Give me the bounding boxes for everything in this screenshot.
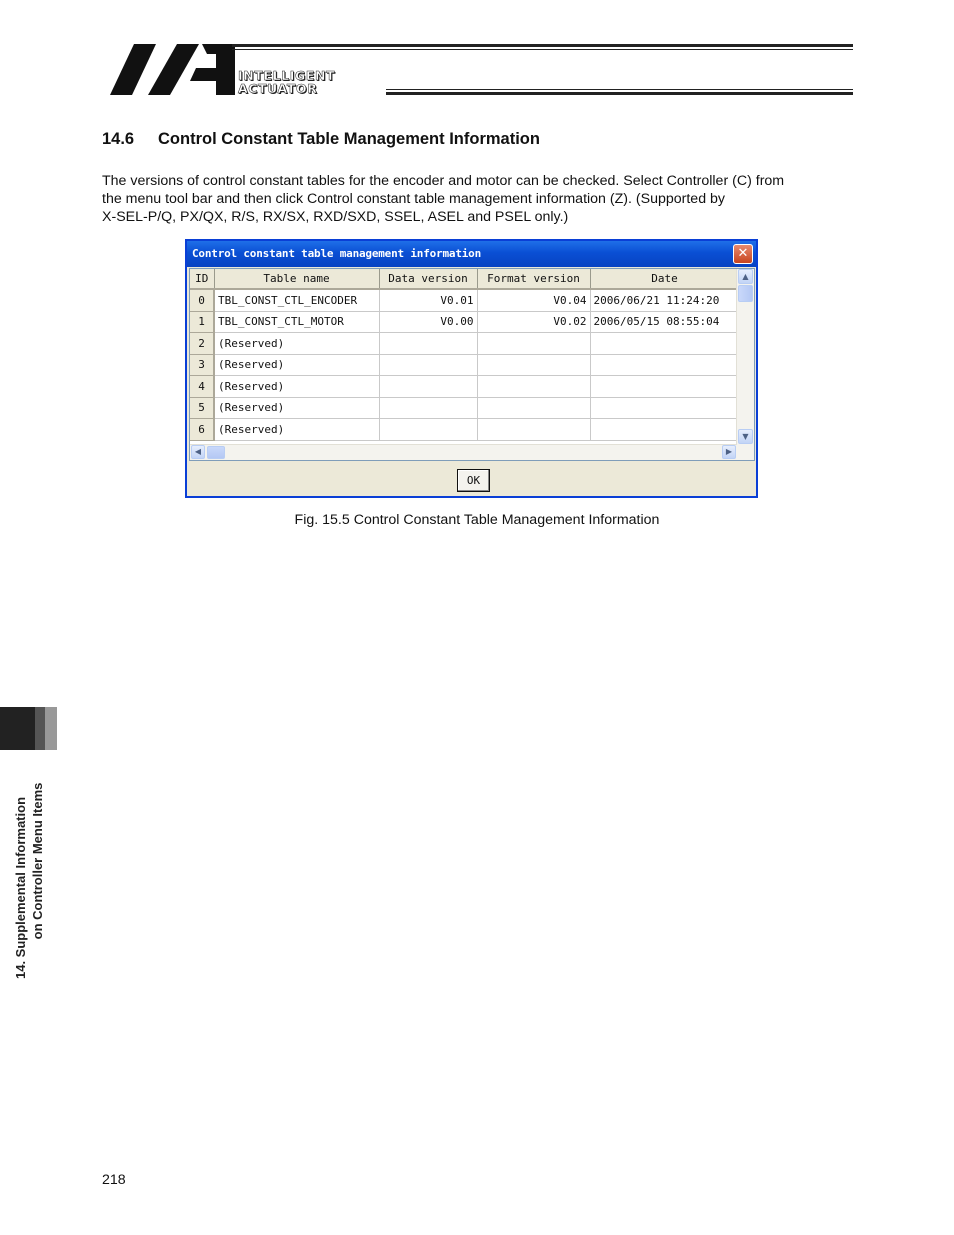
body-line: the menu tool bar and then click Control constant table management information (Z). (Supported by <box>102 191 726 207</box>
cell-date[interactable] <box>590 333 739 355</box>
chapter-tab <box>35 707 45 750</box>
table-row[interactable] <box>190 419 739 441</box>
cell-table-name[interactable]: (Reserved) <box>214 333 379 355</box>
cell-format-version[interactable] <box>477 333 590 355</box>
body-line: X-SEL-P/Q, PX/QX, R/S, RX/SX, RXD/SXD, SSEL, ASEL and PSEL only.) <box>102 209 569 225</box>
control-constant-dialog <box>185 239 758 498</box>
logo-line1: INTELLIGENT <box>238 68 336 83</box>
row-id: 4 <box>190 376 214 398</box>
cell-data-version[interactable] <box>379 354 477 376</box>
header-rule <box>232 44 853 47</box>
chapter-label <box>12 768 46 1008</box>
dialog-title: Control constant table management information <box>192 247 482 260</box>
section-number: 14.6 <box>102 130 135 148</box>
cell-date[interactable] <box>590 419 739 441</box>
cell-format-version[interactable] <box>477 376 590 398</box>
close-button[interactable] <box>733 244 753 264</box>
cell-format-version[interactable] <box>477 419 590 441</box>
cell-date[interactable]: 2006/05/15 08:55:04 <box>590 311 739 333</box>
cell-format-version[interactable]: V0.02 <box>477 311 590 333</box>
column-header-table-name[interactable]: Table name <box>214 269 379 289</box>
ia-logo-mark <box>110 44 235 96</box>
header-rule <box>232 49 853 50</box>
chapter-tab <box>0 707 35 750</box>
cell-format-version[interactable] <box>477 354 590 376</box>
chevron-left-icon: ◀ <box>194 447 202 456</box>
row-id: 3 <box>190 354 214 376</box>
ok-button[interactable]: OK <box>457 469 490 492</box>
scroll-down-button[interactable] <box>738 429 753 444</box>
chevron-up-icon: ▲ <box>742 272 749 281</box>
logo-line2: ACTUATOR <box>238 81 318 96</box>
cell-format-version[interactable]: V0.04 <box>477 289 590 311</box>
cell-table-name[interactable]: (Reserved) <box>214 419 379 441</box>
chevron-right-icon: ▶ <box>725 447 733 456</box>
table-row[interactable] <box>190 333 739 355</box>
vertical-scroll-thumb[interactable] <box>738 285 753 302</box>
dialog-titlebar[interactable] <box>187 241 756 267</box>
cell-date[interactable]: 2006/06/21 11:24:20 <box>590 289 739 311</box>
chevron-down-icon: ▼ <box>742 432 749 441</box>
cell-data-version[interactable] <box>379 333 477 355</box>
close-icon: ✕ <box>737 246 749 261</box>
chapter-label-line2: on Controller Menu Items <box>30 782 45 940</box>
cell-format-version[interactable] <box>477 397 590 419</box>
section-title: Control Constant Table Management Information <box>158 130 540 148</box>
column-header-data-version[interactable]: Data version <box>379 269 477 289</box>
header-row <box>190 269 739 289</box>
header-rule <box>386 89 853 90</box>
column-header-date[interactable]: Date <box>590 269 739 289</box>
table-row[interactable] <box>190 376 739 398</box>
row-id: 0 <box>190 289 214 311</box>
vertical-scrollbar[interactable] <box>736 269 754 460</box>
cell-data-version[interactable]: V0.01 <box>379 289 477 311</box>
scroll-up-button[interactable] <box>738 269 753 284</box>
body-paragraph <box>102 172 862 226</box>
table-row[interactable] <box>190 397 739 419</box>
horizontal-scrollbar[interactable] <box>190 444 737 460</box>
cell-data-version[interactable] <box>379 376 477 398</box>
cell-table-name[interactable]: (Reserved) <box>214 354 379 376</box>
constant-table <box>190 269 740 441</box>
cell-table-name[interactable]: TBL_CONST_CTL_MOTOR <box>214 311 379 333</box>
cell-data-version[interactable] <box>379 419 477 441</box>
table-row[interactable] <box>190 289 739 311</box>
cell-table-name[interactable]: TBL_CONST_CTL_ENCODER <box>214 289 379 311</box>
table-row[interactable] <box>190 311 739 333</box>
page-number: 218 <box>102 1172 126 1188</box>
row-id: 5 <box>190 397 214 419</box>
figure-caption: Fig. 15.5 Control Constant Table Management Information <box>294 512 660 528</box>
column-header-format-version[interactable]: Format version <box>477 269 590 289</box>
cell-table-name[interactable]: (Reserved) <box>214 376 379 398</box>
table-grid <box>189 268 755 461</box>
header-rule <box>386 92 853 95</box>
cell-date[interactable] <box>590 376 739 398</box>
body-line: The versions of control constant tables for the encoder and motor can be checked. Select Controller (C) from <box>102 173 785 189</box>
section-heading <box>102 130 540 149</box>
row-id: 2 <box>190 333 214 355</box>
cell-data-version[interactable] <box>379 397 477 419</box>
row-id: 1 <box>190 311 214 333</box>
column-header-id[interactable]: ID <box>190 269 214 289</box>
cell-table-name[interactable]: (Reserved) <box>214 397 379 419</box>
cell-date[interactable] <box>590 354 739 376</box>
chapter-label-line1: 14. Supplemental Information <box>13 796 28 980</box>
scroll-left-button[interactable] <box>191 445 205 459</box>
table-row[interactable] <box>190 354 739 376</box>
chapter-tab <box>45 707 57 750</box>
row-id: 6 <box>190 419 214 441</box>
cell-date[interactable] <box>590 397 739 419</box>
horizontal-scroll-thumb[interactable] <box>207 446 225 459</box>
cell-data-version[interactable]: V0.00 <box>379 311 477 333</box>
scroll-right-button[interactable] <box>722 445 736 459</box>
logo-wordmark <box>238 69 335 95</box>
